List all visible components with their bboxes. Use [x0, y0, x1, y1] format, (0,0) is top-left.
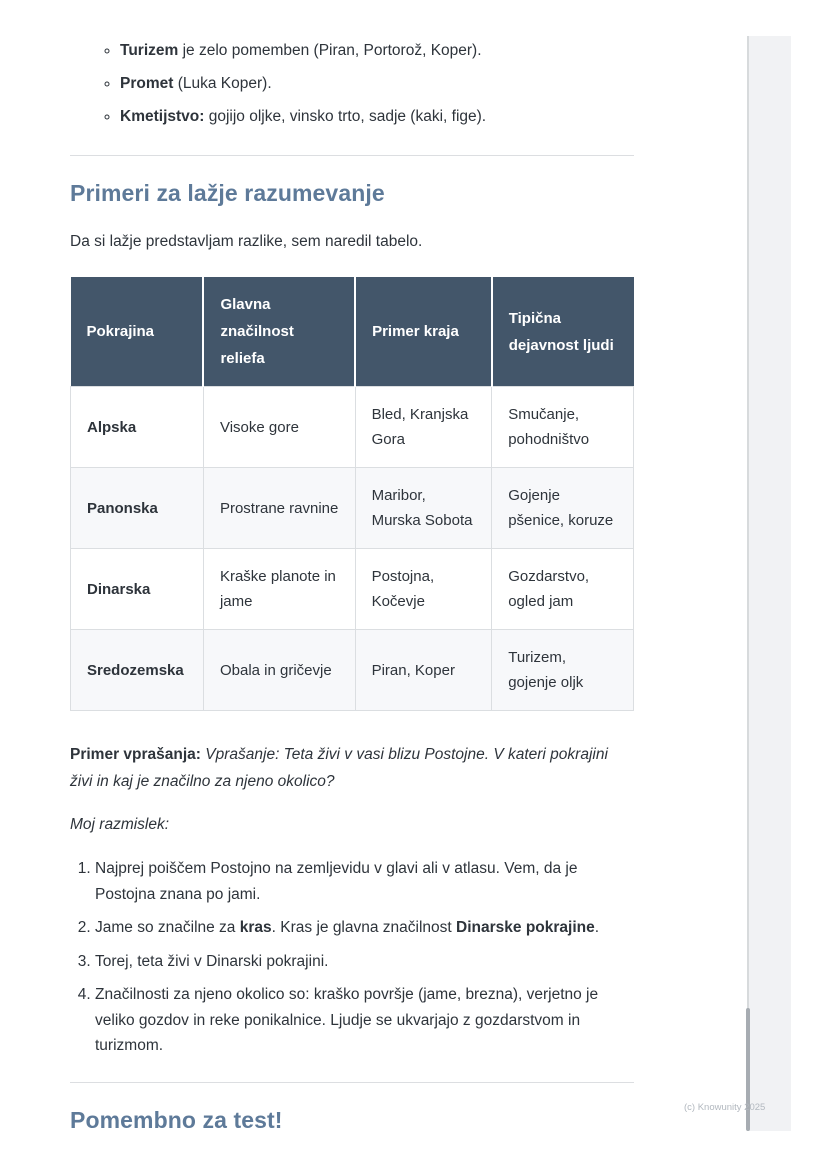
bullet-text: je zelo pomemben (Piran, Portorož, Koper). [178, 42, 482, 59]
list-item [120, 73, 634, 95]
example-question-text: Vprašanje: Teta živi v vasi blizu Postojne. V kateri pokrajini živi in kaj je značilno za njeno okolico? [70, 746, 608, 790]
table-body [71, 387, 634, 711]
step-text: . Kras je glavna značilnost [271, 919, 457, 936]
column-header-places: Primer kraja [355, 277, 492, 387]
bullet-bold-term: Turizem [120, 42, 179, 59]
table-row [71, 630, 634, 711]
bullet-bold-term: Kmetijstvo: [120, 108, 205, 125]
step-item [95, 982, 634, 1059]
table-intro-text: Da si lažje predstavljam razlike, sem naredil tabelo. [70, 233, 423, 250]
section-divider [70, 1082, 634, 1083]
cell-region: Sredozemska [71, 630, 204, 711]
step-text: Torej, teta živi v Dinarski pokrajini. [95, 952, 329, 970]
step-text: Jame so značilne za [95, 919, 240, 936]
section-heading-test: Pomembno za test! [70, 1106, 283, 1133]
bullet-bold-term: Promet [120, 75, 174, 92]
section-heading-examples: Primeri za lažje razumevanje [70, 180, 385, 206]
cell-activity: Gojenje pšenice, koruze [492, 468, 634, 549]
bullet-text: gojijo oljke, vinsko trto, sadje (kaki, fige). [204, 108, 487, 125]
step-text: Najprej poiščem Postojno na zemljevidu v glavi ali v atlasu. Vem, da je Postojna znana po jami. [95, 860, 578, 903]
copyright-watermark: (c) Knowunity 2025 [684, 1102, 766, 1113]
table-header [71, 277, 634, 387]
step-item [95, 915, 634, 941]
step-bold-term: kras [239, 919, 272, 936]
next-page-edge [747, 36, 791, 1131]
cell-region: Alpska [71, 387, 204, 468]
economy-bullet-list [70, 40, 634, 128]
document-content [70, 0, 634, 1135]
cell-activity: Smučanje, pohodništvo [492, 387, 634, 468]
example-label: Primer vprašanja: [70, 746, 201, 763]
step-item [95, 949, 634, 975]
column-header-relief: Glavna značilnost reliefa [203, 277, 355, 387]
section-divider [70, 155, 634, 156]
cell-region: Dinarska [71, 549, 204, 630]
list-item [120, 106, 634, 128]
cell-places: Piran, Koper [355, 630, 492, 711]
list-item [120, 40, 634, 62]
cell-region: Panonska [71, 468, 204, 549]
table-header-row [71, 277, 634, 387]
regions-comparison-table [70, 277, 634, 711]
cell-places: Bled, Kranjska Gora [355, 387, 492, 468]
cell-activity: Gozdarstvo, ogled jam [492, 549, 634, 630]
cell-relief: Kraške planote in jame [203, 549, 355, 630]
step-text: . [594, 919, 600, 936]
cell-relief: Obala in gričevje [203, 630, 355, 711]
table-row [71, 549, 634, 630]
step-text: Značilnosti za njeno okolico so: kraško površje (jame, brezna), verjetno je veliko gozdov in reke ponikalnice. Ljudje se ukvarjajo z gozdarstvom in turizmom. [95, 986, 599, 1054]
table-row [71, 468, 634, 549]
step-bold-term: Dinarske pokrajine [456, 919, 595, 936]
cell-activity: Turizem, gojenje oljk [492, 630, 634, 711]
cell-relief: Visoke gore [203, 387, 355, 468]
step-item [95, 856, 634, 907]
cell-relief: Prostrane ravnine [203, 468, 355, 549]
column-header-region: Pokrajina [71, 277, 204, 387]
example-question-paragraph [70, 741, 634, 795]
cell-places: Postojna, Kočevje [355, 549, 492, 630]
column-header-activity: Tipična dejavnost ljudi [492, 277, 634, 387]
reasoning-steps-list [70, 856, 634, 1059]
bullet-text: (Luka Koper). [173, 75, 272, 92]
table-row [71, 387, 634, 468]
thinking-label: Moj razmislek: [70, 816, 170, 833]
cell-places: Maribor, Murska Sobota [355, 468, 492, 549]
